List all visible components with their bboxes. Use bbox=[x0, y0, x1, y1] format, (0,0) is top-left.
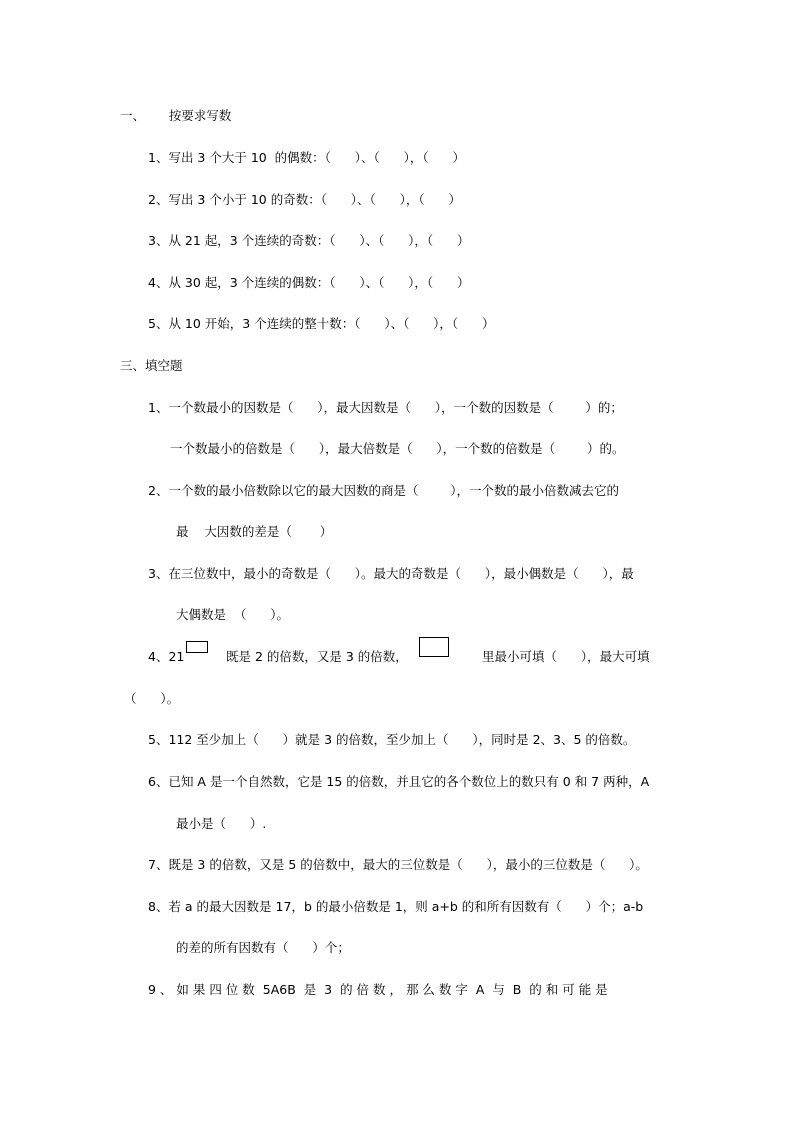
s3-question-1-line-1: 1、一个数最小的因数是（ ），最大因数是（ ），一个数的因数是（ ）的； bbox=[148, 400, 623, 415]
s3-question-1-line-2: 一个数最小的倍数是（ ），最大倍数是（ ），一个数的倍数是（ ）的。 bbox=[170, 441, 625, 456]
s1-question-4: 4、从 30 起，3 个连续的偶数：（ ）、（ ），（ ） bbox=[148, 275, 470, 290]
section-1-title: 一、 按要求写数 bbox=[120, 108, 232, 123]
s3-question-2-line-2: 最 大因数的差是（ ） bbox=[176, 524, 333, 539]
s3-question-9: 9 、 如 果 四 位 数 5A6B 是 3 的 倍 数 ， 那 么 数 字 A 与 B 的 和 可 能 是 bbox=[148, 982, 608, 997]
s3-question-3-line-2: 大偶数是 （ ）。 bbox=[176, 607, 290, 622]
blank-box-small bbox=[186, 641, 208, 653]
s3-question-3-line-1: 3、在三位数中，最小的奇数是（ ）。最大的奇数是（ ），最小偶数是（ ），最 bbox=[148, 566, 634, 581]
s3-question-8-line-1: 8、若 a 的最大因数是 17，b 的最小倍数是 1，则 a+b 的和所有因数有（ ）个；a-b bbox=[148, 899, 644, 914]
s3-question-4-prefix: 4、21 bbox=[148, 649, 185, 664]
s3-question-6-line-1: 6、已知 A 是一个自然数，它是 15 的倍数，并且它的各个数位上的数只有 0 和 7 两种，A bbox=[148, 774, 650, 789]
s1-question-2: 2、写出 3 个小于 10 的奇数：（ ）、（ ），（ ） bbox=[148, 192, 461, 207]
blank-box-large bbox=[419, 637, 449, 657]
s3-question-4-suffix: 里最小可填（ ），最大可填 bbox=[482, 649, 650, 664]
s3-question-2-line-1: 2、一个数的最小倍数除以它的最大因数的商是（ ），一个数的最小倍数减去它的 bbox=[148, 483, 619, 498]
s3-question-4-line-2: （ ）。 bbox=[124, 691, 180, 706]
s1-question-1: 1、写出 3 个大于 10 的偶数：（ ）、（ ），（ ） bbox=[148, 150, 465, 165]
section-3-title: 三、填空题 bbox=[120, 358, 183, 373]
s3-question-6-line-2: 最小是（ ）. bbox=[176, 816, 267, 831]
s1-question-5: 5、从 10 开始，3 个连续的整十数：（ ）、（ ），（ ） bbox=[148, 316, 495, 331]
s3-question-8-line-2: 的差的所有因数有（ ）个； bbox=[176, 940, 350, 955]
s1-question-3: 3、从 21 起，3 个连续的奇数：（ ）、（ ），（ ） bbox=[148, 233, 470, 248]
s3-question-5: 5、112 至少加上（ ）就是 3 的倍数，至少加上（ ），同时是 2、3、5 的倍数。 bbox=[148, 732, 636, 747]
s3-question-7: 7、既是 3 的倍数，又是 5 的倍数中，最大的三位数是（ ），最小的三位数是（ ）。 bbox=[148, 857, 648, 872]
s3-question-4-middle: 既是 2 的倍数，又是 3 的倍数， bbox=[226, 649, 408, 664]
